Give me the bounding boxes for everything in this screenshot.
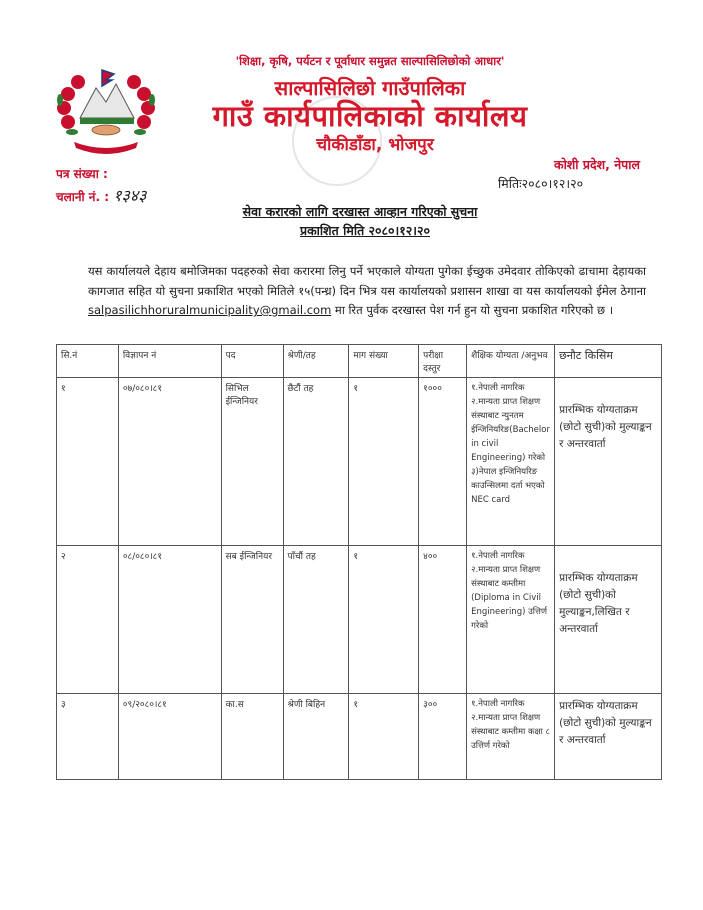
cell-requirements: १.नेपाली नागरिक २.मान्यता प्राप्त शिक्षण संस्थाबाट कम्तीमा कक्षा ८ उत्तिर्ण गरेको [467,694,555,780]
cell-adv-no: ०८/०८०।८१ [118,546,221,694]
cell-level: श्रेणी बिहिन [283,694,349,780]
cell-post: का.स [221,694,283,780]
cell-method: प्रारम्भिक योग्यताक्रम (छोटो सुची)को मुल्याङ्कन र अन्तरवार्ता [555,694,662,780]
nepal-emblem-icon [52,60,160,156]
cell-sn: ३ [57,694,119,780]
col-header-level: श्रेणी/तह [283,345,349,378]
col-header-fee: परीक्षा दस्तुर [419,345,467,378]
dispatch-label: चलानी नं. : [56,190,110,204]
cell-requirements: १.नेपाली नागरिक २.मान्यता प्राप्त शिक्षण संस्थाबाट कम्तीमा (Diploma in Civil Engineering) उत्तिर्ण गरेको [467,546,555,694]
cell-adv-no: ०७/०८०।८१ [118,378,221,546]
notice-title: सेवा करारको लागि दरखास्त आव्हान गरिएको सुचना [242,204,478,219]
motto: 'शिक्षा, कृषि, पर्यटन र पूर्वाधार समुन्नत साल्पासिलिछोको आधार' [235,54,505,68]
cell-fee: ३०० [419,694,467,780]
table-row [57,694,662,780]
body-text-after: मा रित पुर्वक दरखास्त पेश गर्न हुन यो सुचना प्रकाशित गरिएको छ । [331,303,614,317]
cell-count: १ [349,378,419,546]
office-address: चौकीडाँडा, भोजपुर [316,135,434,155]
cell-post: सब ईन्जिनियर [221,546,283,694]
notice-body [88,262,646,321]
dispatch-number [56,184,146,206]
body-text-before: यस कार्यालयले देहाय बमोजिमका पदहरुको सेवा करारमा लिनु पर्ने भएकाले योग्यता पुगेका ईच्छुक उमेदवार तोकिएको ढाचामा देहायका कागजात सहित यो सुचना प्रकाशित भएको मितिले १५(पन्ध्र) दिन भित्र यस कार्यालयको प्रशासन शाखा वा यस कार्यालयको ईमेल ठेगाना [88,264,646,298]
vacancy-table [56,344,662,780]
table-row [57,378,662,546]
col-header-adv-no: विज्ञापन नं [118,345,221,378]
cell-requirements: १.नेपाली नागरिक २.मान्यता प्राप्त शिक्षण संस्थाबाट न्युनतम ईन्जिनियरिङ(Bachelor in civil Engineering) गरेको ३)नेपाल इन्जिनियरिङ काउन्सिलमा दर्ता भएको NEC card [467,378,555,546]
cell-level: छैटौं तह [283,378,349,546]
col-header-count: माग संख्या [349,345,419,378]
col-header-selection: छनौट किसिम [555,345,662,378]
cell-post: सिभिल ईन्जिनियर [221,378,283,546]
table-row [57,546,662,694]
cell-adv-no: ०९/२०८०।८१ [118,694,221,780]
col-header-sn: सि.नं [57,345,119,378]
office-name: गाउँ कार्यपालिकाको कार्यालय [212,99,528,133]
province-label: कोशी प्रदेश, नेपाल [553,157,640,172]
col-header-qualification: शैक्षिक योग्यता /अनुभव [467,345,555,378]
cell-method: प्रारम्भिक योग्यताक्रम (छोटो सुची)को मुल्याङ्कन र अन्तरवार्ता [555,378,662,546]
cell-count: १ [349,694,419,780]
ref-number-label: पत्र संख्या : [56,167,108,181]
cell-count: १ [349,546,419,694]
col-header-post: पद [221,345,283,378]
email-link[interactable]: salpasilichhoruralmunicipality@gmail.com [88,303,332,317]
cell-level: पाँचौं तह [283,546,349,694]
cell-sn: १ [57,378,119,546]
dispatch-number-value: १३४३ [113,186,147,205]
table-header-row [57,345,662,378]
cell-method: प्रारम्भिक योग्यताक्रम (छोटो सुची)को मुल्याङ्कन,लिखित र अन्तरवार्ता [555,546,662,694]
cell-fee: ४०० [419,546,467,694]
published-date: प्रकाशित मिति २०८०।१२।२० [299,223,431,238]
municipality-name: साल्पासिलिछो गाउँपालिका [274,76,466,100]
cell-sn: २ [57,546,119,694]
letter-date: मितिः२०८०।१२।२० [498,176,584,191]
office-stamp-icon [292,96,382,186]
cell-fee: १००० [419,378,467,546]
